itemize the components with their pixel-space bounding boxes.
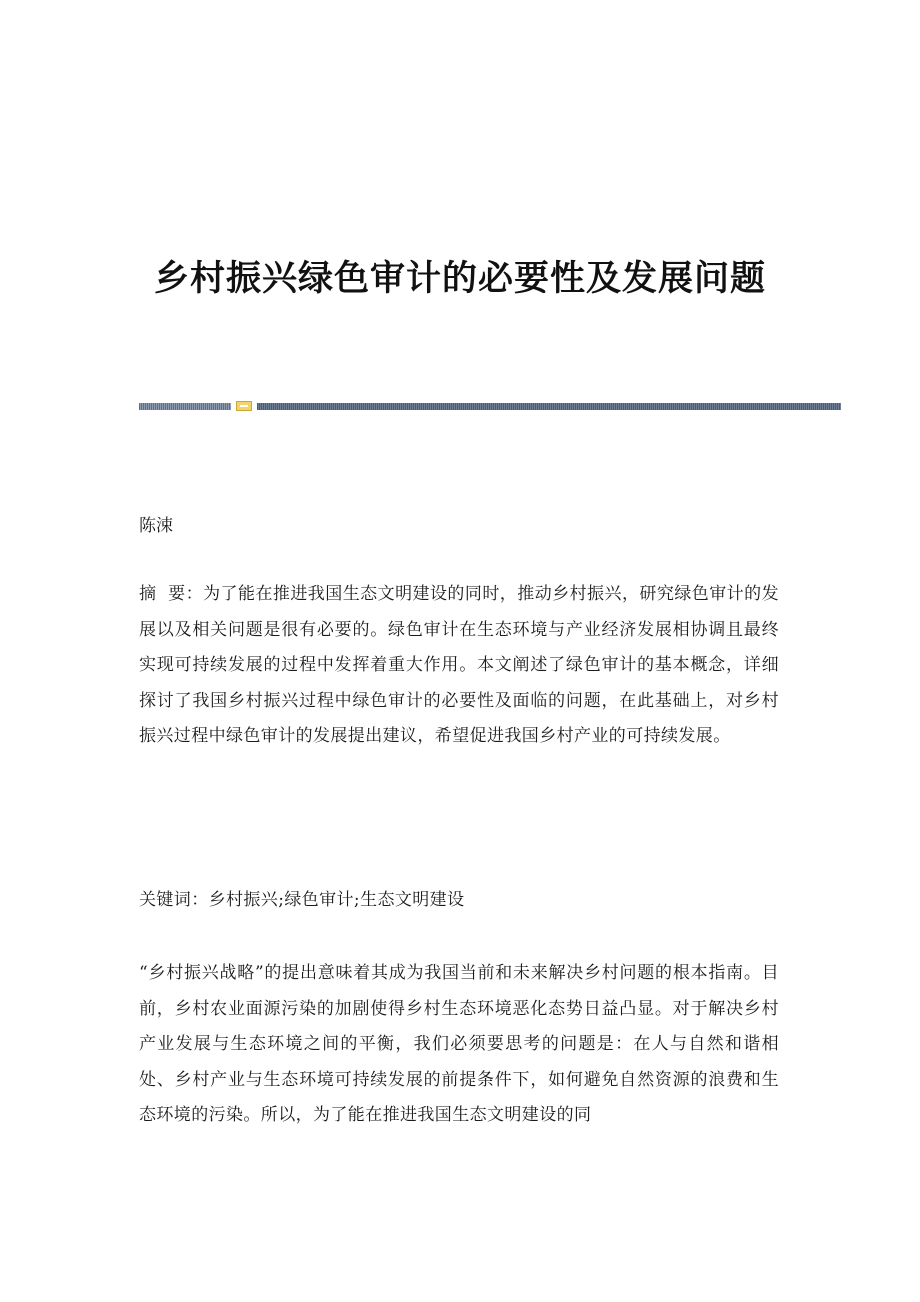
abstract-paragraph [139,577,779,755]
divider-right-segment [257,403,841,410]
abstract-text: 为了能在推进我国生态文明建设的同时，推动乡村振兴，研究绿色审计的发展以及相关问题是很有必要的。绿色审计在生态环境与产业经济发展相协调且最终实现可持续发展的过程中发挥着重大作用。本文阐述了绿色审计的基本概念，详细探讨了我国乡村振兴过程中绿色审计的必要性及面临的问题，在此基础上，对乡村振兴过程中绿色审计的发展提出建议，希望促进我国乡村产业的可持续发展。 [139,584,779,746]
page-title: 乡村振兴绿色审计的必要性及发展问题 [153,259,766,300]
title-divider [139,401,841,411]
body-paragraph: “乡村振兴战略”的提出意味着其成为我国当前和未来解决乡村问题的根本指南。目前，乡村农业面源污染的加剧使得乡村生态环境恶化态势日益凸显。对于解决乡村产业发展与生态环境之间的平衡，我们必须要思考的问题是：在人与自然和谐相处、乡村产业与生态环境可持续发展的前提条件下，如何避免自然资源的浪费和生态环境的污染。所以，为了能在推进我国生态文明建设的同 [139,963,779,1125]
divider-ornament-icon [236,401,252,411]
author-name: 陈涑 [139,516,173,536]
divider-left-segment [139,403,231,410]
keywords-label: 关键词： [139,890,209,910]
keywords-text: 乡村振兴;绿色审计;生态文明建设 [208,890,465,910]
abstract-label: 摘 要： [139,584,204,604]
keywords-line [139,885,779,915]
